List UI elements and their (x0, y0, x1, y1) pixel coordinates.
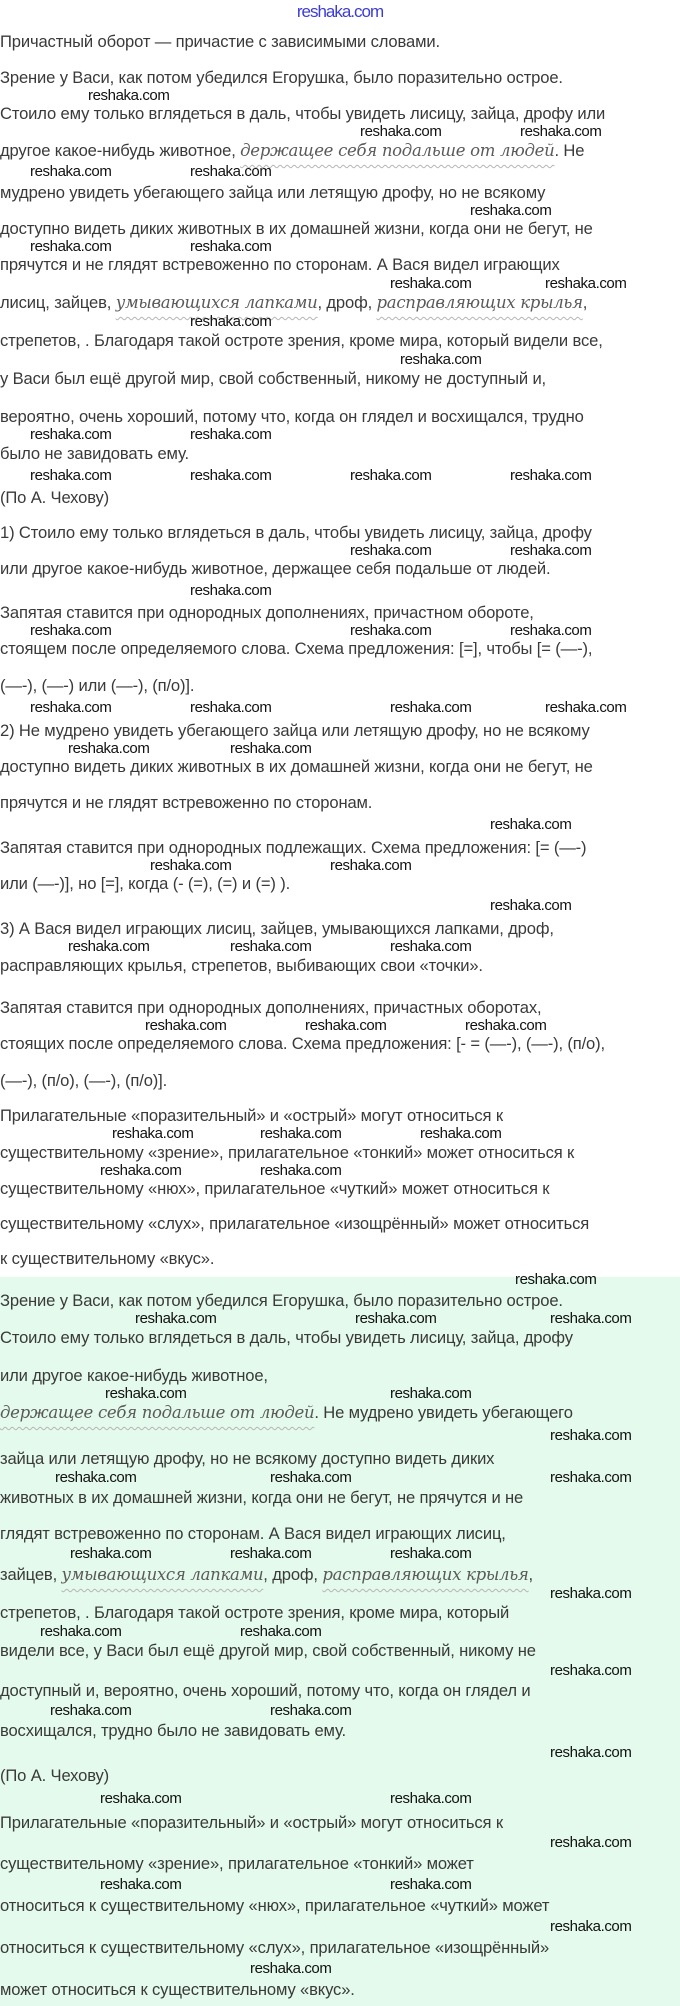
text-segment: Запятая ставится при однородных дополнениях, причастных оборотах, (0, 998, 542, 1017)
text-segment: стрепетов, . Благодаря такой остроте зрения, кроме мира, который (0, 1603, 510, 1622)
text-segment: , (528, 1565, 534, 1584)
text-segment: (—-), (п/о), (—-), (п/о)]. (0, 1071, 168, 1090)
text-segment: , (582, 293, 588, 312)
text-segment: вероятно, очень хороший, потому что, когда он глядел и восхищался, трудно (0, 407, 584, 426)
text-line (0, 998, 541, 1017)
site-header-link[interactable]: reshaka.com (296, 2, 384, 21)
text-segment: Прилагательные «поразительный» и «острый» могут относиться к (0, 1813, 503, 1832)
watermark: reshaka.com (350, 466, 432, 484)
text-segment: стрепетов, . Благодаря такой остроте зрения, кроме мира, который видели все, (0, 331, 603, 350)
watermark: reshaka.com (250, 1959, 332, 1977)
text-line (0, 219, 593, 238)
watermark: reshaka.com (100, 1161, 182, 1179)
participial-phrase: умывающихся лапками (61, 1565, 264, 1584)
watermark: reshaka.com (190, 426, 272, 443)
watermark: reshaka.com (30, 466, 112, 484)
watermark: reshaka.com (550, 1834, 632, 1851)
text-line (0, 104, 605, 123)
text-segment: видели все, у Васи был ещё другой мир, свой собственный, никому не (0, 1641, 536, 1660)
text-segment: восхищался, трудно было не завидовать ему. (0, 1721, 346, 1740)
text-segment: существительному «слух», прилагательное «изощрённый» может относиться (0, 1214, 590, 1233)
watermark: reshaka.com (550, 1661, 632, 1679)
answer-line (0, 1403, 573, 1422)
text-segment: существительному «зрение», прилагательное «тонкий» может (0, 1854, 474, 1873)
text-segment: относиться к существительному «слух», прилагательное «изощрённый» (0, 1938, 550, 1957)
answer-line (0, 1488, 523, 1507)
text-line (0, 444, 189, 463)
answer-line (0, 1854, 474, 1873)
text-segment: зайцев, (0, 1565, 62, 1584)
watermark: reshaka.com (400, 350, 482, 368)
watermark: reshaka.com (350, 621, 432, 639)
text-segment: или другое какое-нибудь животное, держащее себя подальше от людей. (0, 559, 551, 578)
watermark: reshaka.com (30, 162, 112, 180)
text-line (0, 757, 593, 776)
watermark: reshaka.com (270, 1469, 352, 1486)
watermark: reshaka.com (550, 1310, 632, 1327)
watermark: reshaka.com (550, 1744, 632, 1761)
watermark: reshaka.com (355, 1310, 437, 1327)
answer-line (0, 1721, 346, 1740)
text-segment: доступно видеть диких животных в их домашней жизни, когда они не бегут, не (0, 219, 593, 238)
watermark: reshaka.com (150, 856, 232, 874)
watermark: reshaka.com (55, 1469, 137, 1486)
text-segment: Запятая ставится при однородных подлежащих. Схема предложения: [= (—-) (0, 838, 587, 857)
text-line (0, 676, 194, 695)
watermark: reshaka.com (30, 237, 112, 255)
text-segment: животных в их домашней жизни, когда они не бегут, не прячутся и не (0, 1488, 524, 1507)
watermark: reshaka.com (70, 1545, 152, 1562)
watermark: reshaka.com (350, 541, 432, 559)
text-segment: Зрение у Васи, как потом убедился Егорушка, было поразительно острое. (0, 1291, 563, 1310)
watermark: reshaka.com (230, 1545, 312, 1562)
text-segment: Стоило ему только вглядеться в даль, чтобы увидеть лисицу, зайца, дрофу или (0, 104, 606, 123)
watermark: reshaka.com (105, 1385, 187, 1402)
watermark: reshaka.com (490, 816, 572, 833)
text-segment: или другое какое-нибудь животное, (0, 1366, 268, 1385)
text-segment: . Не мудрено увидеть убегающего (314, 1403, 573, 1422)
answer-line (0, 1896, 549, 1915)
watermark: reshaka.com (305, 1016, 387, 1034)
watermark: reshaka.com (270, 1701, 352, 1719)
text-segment: прячутся и не глядят встревоженно по сторонам. А Вася видел играющих (0, 255, 560, 274)
watermark: reshaka.com (100, 1790, 182, 1807)
watermark: reshaka.com (515, 1270, 597, 1288)
text-line (0, 141, 584, 160)
text-line (0, 1034, 605, 1053)
text-segment: Зрение у Васи, как потом убедился Егорушка, было поразительно острое. (0, 68, 563, 87)
text-segment: мудрено увидеть убегающего зайца или летящую дрофу, но не всякому (0, 183, 546, 202)
participial-phrase: держащее себя подальше от людей (240, 141, 555, 160)
text-segment: (—-), (—-) или (—-), (п/о)]. (0, 676, 195, 695)
text-line (0, 721, 590, 740)
watermark: reshaka.com (240, 1622, 322, 1640)
watermark: reshaka.com (260, 1161, 342, 1179)
text-segment: 1) Стоило ему только вглядеться в даль, чтобы увидеть лисицу, зайца, дрофу (0, 523, 592, 542)
text-line (0, 1214, 589, 1233)
text-segment: существительному «нюх», прилагательное «чуткий» может относиться к (0, 1179, 550, 1198)
watermark: reshaka.com (510, 621, 592, 639)
text-line (0, 1106, 503, 1125)
watermark: reshaka.com (390, 938, 472, 955)
answer-line (0, 1641, 536, 1660)
answer-line (0, 1766, 109, 1785)
text-line (0, 32, 440, 51)
text-segment: . Не (554, 141, 585, 160)
watermark: reshaka.com (68, 938, 150, 955)
text-segment: доступно видеть диких животных в их домашней жизни, когда они не бегут, не (0, 757, 593, 776)
answer-line (0, 1366, 268, 1385)
text-segment: стоящем после определяемого слова. Схема предложения: [=], чтобы [= (—-), (0, 639, 593, 658)
watermark: reshaka.com (420, 1125, 502, 1142)
participial-phrase: умывающихся лапками (115, 293, 318, 312)
text-segment: другое какое-нибудь животное, (0, 141, 241, 160)
watermark: reshaka.com (390, 1545, 472, 1562)
text-segment: к существительному «вкус». (0, 1249, 215, 1268)
watermark: reshaka.com (470, 201, 552, 219)
watermark: reshaka.com (330, 856, 412, 874)
text-line (0, 1179, 549, 1198)
answer-line (0, 1813, 503, 1832)
watermark: reshaka.com (390, 274, 472, 292)
text-segment: (По А. Чехову) (0, 1766, 110, 1785)
watermark: reshaka.com (190, 162, 272, 180)
text-segment: , дроф, (317, 293, 377, 312)
text-line (0, 1071, 167, 1090)
answer-line (0, 1565, 533, 1584)
watermark: reshaka.com (490, 897, 572, 914)
watermark: reshaka.com (190, 581, 272, 599)
answer-line (0, 1603, 509, 1622)
text-line (0, 293, 587, 312)
text-line (0, 838, 586, 857)
watermark: reshaka.com (550, 1469, 632, 1486)
watermark: reshaka.com (545, 274, 627, 292)
text-line (0, 255, 560, 274)
watermark: reshaka.com (230, 739, 312, 757)
watermark: reshaka.com (510, 541, 592, 559)
text-segment: 3) А Вася видел играющих лисиц, зайцев, умывающихся лапками, дроф, (0, 919, 554, 938)
watermark: reshaka.com (190, 699, 272, 716)
text-segment: Стоило ему только вглядеться в даль, чтобы увидеть лисицу, зайца, дрофу (0, 1328, 573, 1347)
watermark: reshaka.com (68, 739, 150, 757)
text-line (0, 369, 546, 388)
text-line (0, 603, 534, 622)
watermark: reshaka.com (550, 1426, 632, 1444)
answer-line (0, 1328, 573, 1347)
text-line (0, 793, 372, 812)
answer-line (0, 1449, 494, 1468)
text-line (0, 488, 109, 507)
text-segment: может относиться к существительному «вкус». (0, 1980, 355, 1999)
text-segment: было не завидовать ему. (0, 444, 189, 463)
text-segment: стоящих после определяемого слова. Схема предложения: [- = (—-), (—-), (п/о), (0, 1034, 605, 1053)
watermark: reshaka.com (88, 86, 170, 104)
watermark: reshaka.com (190, 312, 272, 330)
text-segment: глядят встревоженно по сторонам. А Вася видел играющих лисиц, (0, 1524, 506, 1543)
answer-line (0, 1980, 355, 1999)
watermark: reshaka.com (510, 466, 592, 484)
watermark: reshaka.com (190, 237, 272, 255)
text-segment: , дроф, (263, 1565, 323, 1584)
watermark: reshaka.com (30, 621, 112, 639)
text-line (0, 407, 584, 426)
answer-line (0, 1681, 531, 1700)
watermark: reshaka.com (40, 1622, 122, 1640)
text-segment: 2) Не мудрено увидеть убегающего зайца или летящую дрофу, но не всякому (0, 721, 590, 740)
text-segment: Причастный оборот — причастие с зависимыми словами. (0, 32, 440, 51)
watermark: reshaka.com (465, 1016, 547, 1034)
text-line (0, 874, 290, 893)
watermark: reshaka.com (30, 699, 112, 716)
text-segment: Запятая ставится при однородных дополнениях, причастном обороте, (0, 603, 534, 622)
participial-phrase: расправляющих крылья (376, 293, 583, 312)
text-line (0, 1249, 214, 1268)
participial-phrase: держащее себя подальше от людей (0, 1403, 315, 1422)
answer-line (0, 1524, 506, 1543)
watermark: reshaka.com (390, 1790, 472, 1807)
watermark: reshaka.com (100, 1875, 182, 1893)
text-line (0, 183, 545, 202)
watermark: reshaka.com (145, 1016, 227, 1034)
text-segment: зайца или летящую дрофу, но не всякому доступно видеть диких (0, 1449, 495, 1468)
watermark: reshaka.com (112, 1125, 194, 1142)
watermark: reshaka.com (545, 699, 627, 716)
watermark: reshaka.com (30, 426, 112, 443)
text-line (0, 523, 592, 542)
participial-phrase: расправляющих крылья (322, 1565, 529, 1584)
text-segment: существительному «зрение», прилагательное «тонкий» может относиться к (0, 1143, 575, 1162)
watermark: reshaka.com (390, 1875, 472, 1893)
watermark: reshaka.com (135, 1310, 217, 1327)
text-line (0, 639, 592, 658)
text-line (0, 68, 563, 87)
watermark: reshaka.com (550, 1584, 632, 1602)
text-segment: лисиц, зайцев, (0, 293, 116, 312)
watermark: reshaka.com (230, 938, 312, 955)
text-line (0, 1143, 574, 1162)
answer-line (0, 1291, 563, 1310)
text-line (0, 331, 603, 350)
text-segment: (По А. Чехову) (0, 488, 110, 507)
watermark: reshaka.com (390, 1385, 472, 1402)
watermark: reshaka.com (50, 1701, 132, 1719)
answer-line (0, 1938, 549, 1957)
text-segment: прячутся и не глядят встревоженно по сторонам. (0, 793, 373, 812)
text-segment: расправляющих крылья, стрепетов, выбивающих свои «точки». (0, 956, 483, 975)
watermark: reshaka.com (260, 1125, 342, 1142)
text-line (0, 559, 551, 578)
text-line (0, 956, 483, 975)
watermark: reshaka.com (550, 1917, 632, 1935)
text-segment: относиться к существительному «нюх», прилагательное «чуткий» может (0, 1896, 550, 1915)
text-segment: или (—-)], но [=], когда (- (=), (=) и (=) ). (0, 874, 291, 893)
watermark: reshaka.com (190, 466, 272, 484)
text-segment: Прилагательные «поразительный» и «острый» могут относиться к (0, 1106, 503, 1125)
watermark: reshaka.com (520, 123, 602, 140)
text-segment: у Васи был ещё другой мир, свой собственный, никому не доступный и, (0, 369, 547, 388)
text-segment: доступный и, вероятно, очень хороший, потому что, когда он глядел и (0, 1681, 531, 1700)
watermark: reshaka.com (360, 123, 442, 140)
text-line (0, 919, 554, 938)
watermark: reshaka.com (390, 699, 472, 716)
